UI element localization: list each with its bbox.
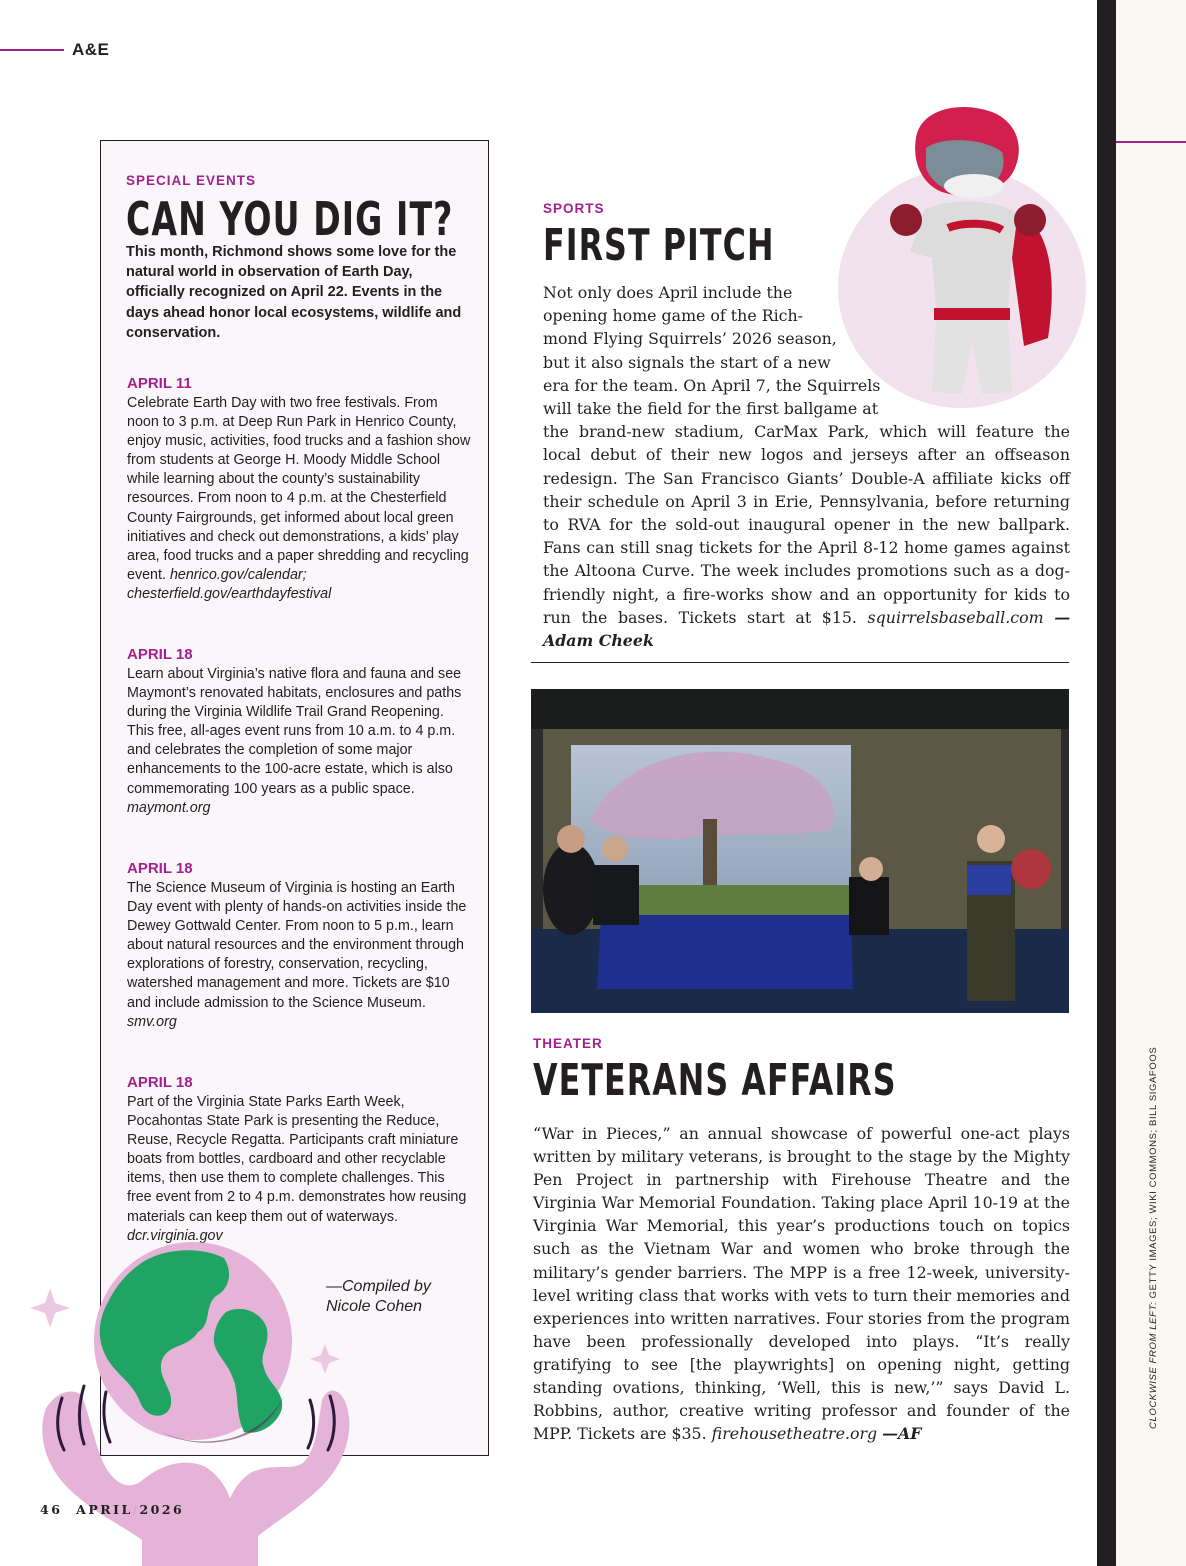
- event-text: Learn about Virginia’s native flora and fauna and see Maymont’s renovated habitats, enclosures and paths during the Virginia Wildlife Trail Grand Reopening. This free, all-ages event runs from 10 a.m. to 4 p.m. and celebrates the completion of some major enhancements to the 100-acre estate, which is also commemorating 100 years as a public space.: [127, 666, 462, 797]
- page-folio: [40, 1502, 184, 1517]
- photo-credit-lead: CLOCKWISE FROM LEFT:: [1148, 1301, 1159, 1429]
- event-text: Celebrate Earth Day with two free festivals. From noon to 3 p.m. at Deep Run Park in Henrico County, enjoy music, activities, food trucks and a fashion show from students at George H. Moody Middle School while learning about the county’s sustainability resources. From noon to 4 p.m. at the Chesterfield County Fairgrounds, get informed about local green initiatives and check out demonstrations, a kids’ play area, food trucks and a paper shredding and recycling event.: [127, 395, 471, 583]
- event-link[interactable]: dcr.virginia.gov: [127, 1227, 223, 1244]
- event-date: APRIL 18: [127, 860, 193, 877]
- page-number: 46: [40, 1502, 63, 1517]
- sports-line: era for the team. On April 7, the Squirrels: [543, 375, 881, 395]
- sports-line: opening home game of the Rich-: [543, 306, 803, 326]
- event-link[interactable]: maymont.org: [127, 799, 211, 816]
- sports-text: the brand-new stadium, CarMax Park, which will feature the local debut of their new logos and jerseys after an offseason redesign. The San Francisco Giants’ Double-A affiliate kicks off their schedule on April 3 in Erie, Pennsylvania, before returning to RVA for the sold-out inaugural opener in the new ballpark. Fans can still snag tickets for the April 8-12 home games against the Altoona Curve. The week includes promotions such as a dog-friendly night, a fire-works show and an opportunity for kids to run the bases. Tickets start at $15.: [543, 422, 1070, 627]
- event-text: The Science Museum of Virginia is hosting an Earth Day event with plenty of hands-on activities inside the Dewey Gottwald Center. From noon to 5 p.m., learn about natural resources and the environment through explorations of forestry, conservation, recycling, watershed management and more. Tickets are $10 and include admission to the Science Museum.: [127, 880, 467, 1011]
- folio-month: APRIL: [76, 1502, 133, 1517]
- sports-line: Not only does April include the: [543, 283, 793, 302]
- globe-icon: [94, 1242, 292, 1443]
- events-kicker: SPECIAL EVENTS: [126, 173, 257, 188]
- header-rule: [0, 49, 64, 51]
- event-date: APRIL 18: [127, 1074, 193, 1091]
- theater-text: “War in Pieces,” an annual showcase of powerful one-act plays written by military veterans, is brought to the stage by the Mighty Pen Project in partnership with Firehouse Theatre and the Virginia War Memorial Foundation. Taking place April 10-19 at the Virginia War Memorial, this year’s productions touch on topics such as the Vietnam War and women who broke through the military’s gender barriers. The MPP is a free 12-week, university-level writing class that works with vets to turn their memories and experiences into written narratives. Four stories from the program have been professionally developed into plays. “It’s really gratifying to see [the playwrights] on opening night, getting standing ovations, thinking, ‘Well, this is new,’” says David L. Robbins, author, creative writing professor and founder of the MPP. Tickets are $35.: [533, 1124, 1071, 1444]
- events-headline: CAN YOU DIG IT?: [126, 192, 454, 246]
- event-date: APRIL 18: [127, 646, 193, 663]
- theater-headline: VETERANS AFFAIRS: [533, 1055, 897, 1106]
- photo-credit: [1148, 1045, 1162, 1429]
- section-divider: [531, 662, 1069, 663]
- section-label: A&E: [72, 40, 110, 59]
- earth-hands-illustration: [28, 1240, 358, 1566]
- event-description: [127, 394, 473, 604]
- events-intro: This month, Richmond shows some love for the natural world in observation of Earth Day, officially recognized on April 22. Events in the days ahead honor local ecosystems, wildlife and conservation.: [126, 244, 462, 341]
- theater-kicker: THEATER: [533, 1036, 603, 1051]
- theater-byline: —AF: [882, 1424, 922, 1444]
- event-description: [127, 665, 473, 818]
- sports-paragraph: [543, 420, 1070, 652]
- event-description: [127, 1093, 473, 1246]
- compiled-by-credit: [326, 1277, 431, 1317]
- theater-stage-photo: [531, 689, 1069, 1013]
- sports-byline: —Adam Cheek: [543, 607, 1070, 651]
- event-link[interactable]: smv.org: [127, 1013, 177, 1030]
- sports-line: will take the field for the first ballgame at: [543, 399, 879, 419]
- photo-credit-text: GETTY IMAGES; WIKI COMMONS; BILL SIGAFOOS: [1148, 1046, 1159, 1299]
- event-description: [127, 879, 473, 1032]
- event-date: APRIL 11: [127, 375, 192, 392]
- compiled-line-1: —Compiled by: [326, 1278, 431, 1295]
- event-link[interactable]: henrico.gov/calendar; chesterfield.gov/earthdayfestival: [127, 566, 332, 602]
- sports-line: mond Flying Squirrels’ 2026 season,: [543, 329, 837, 349]
- folio-separator: /: [132, 1502, 140, 1517]
- theater-link[interactable]: firehousetheatre.org: [711, 1424, 878, 1444]
- compiled-line-2: Nicole Cohen: [326, 1298, 423, 1315]
- sports-kicker: SPORTS: [543, 201, 605, 216]
- sports-line: but it also signals the start of a new: [543, 352, 831, 372]
- sports-link[interactable]: squirrelsbaseball.com: [867, 607, 1044, 627]
- folio-year: 2026: [139, 1502, 185, 1517]
- sports-headline: FIRST PITCH: [543, 220, 775, 271]
- theater-article: [533, 1122, 1070, 1445]
- event-text: Part of the Virginia State Parks Earth Week, Pocahontas State Park is presenting the Reduce, Reuse, Recycle Regatta. Participants craft miniature boats from bottles, cardboard and other recyclable items, then use them to complete challenges. This free event from 2 to 4 p.m. demonstrates how reusing materials can keep them out of waterways.: [127, 1094, 467, 1225]
- right-black-bar: [1097, 0, 1116, 1566]
- sports-article: [543, 281, 1073, 652]
- right-accent-rule: [1116, 141, 1186, 143]
